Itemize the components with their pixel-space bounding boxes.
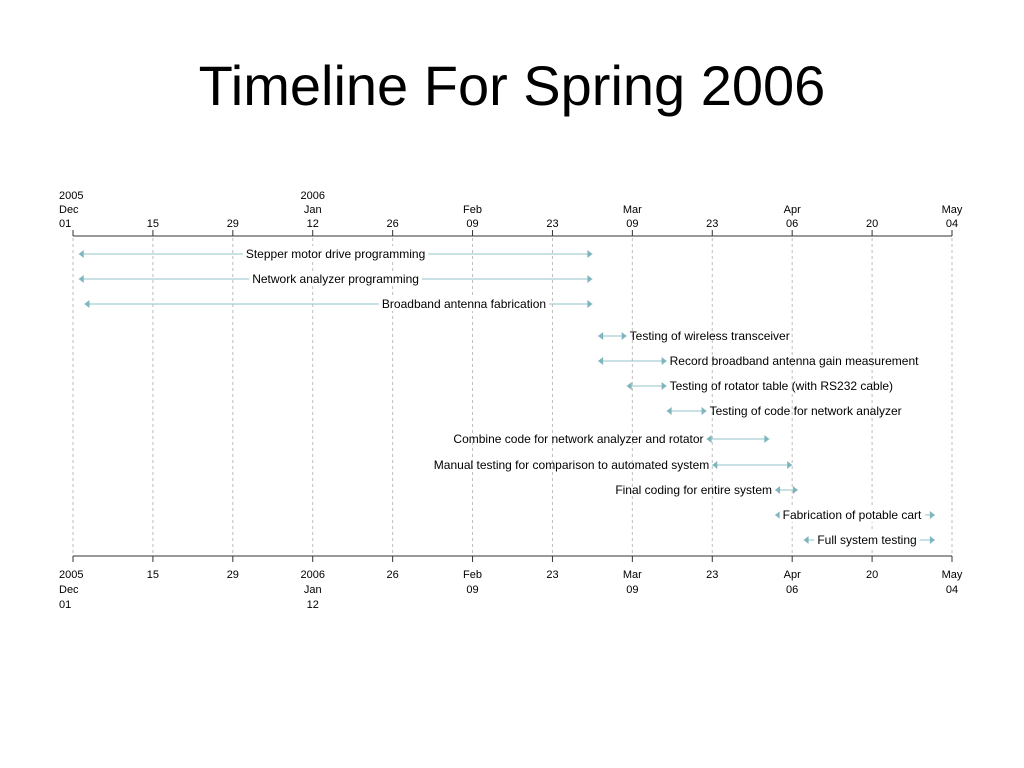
task-end-marker: [702, 407, 707, 415]
bottom-tick-label: 01: [59, 599, 72, 611]
top-tick-label: 09: [466, 218, 479, 230]
top-tick-label: 26: [386, 218, 399, 230]
task-label: Full system testing: [817, 533, 917, 547]
bottom-tick-label: Feb: [463, 569, 483, 581]
bottom-tick-label: Dec: [59, 584, 79, 596]
top-tick-label: 01: [59, 218, 72, 230]
task-label: Testing of code for network analyzer: [709, 404, 902, 418]
slide-title: Timeline For Spring 2006: [198, 54, 826, 117]
top-tick-label: 12: [306, 218, 319, 230]
bottom-tick-label: Jan: [303, 584, 322, 596]
task-end-marker: [764, 435, 769, 443]
task-label: Testing of wireless transceiver: [629, 329, 790, 343]
task-end-marker: [622, 332, 627, 340]
top-tick-label: 15: [146, 218, 160, 230]
top-tick-label: 06: [786, 218, 799, 230]
top-tick-label: 23: [706, 218, 719, 230]
task-end-marker: [930, 511, 935, 519]
bottom-tick-label: 06: [786, 584, 799, 596]
task-label: Stepper motor drive programming: [245, 247, 426, 261]
bottom-tick-label: Mar: [622, 569, 642, 581]
task-end-marker: [662, 382, 667, 390]
task-label: Fabrication of potable cart: [782, 508, 922, 522]
task-label: Final coding for entire system: [615, 483, 773, 497]
task-start-marker: [712, 461, 717, 469]
task-start-marker: [598, 357, 603, 365]
bottom-tick-label: 04: [945, 584, 959, 596]
bottom-tick-label: 23: [706, 569, 719, 581]
top-tick-label: Dec: [59, 204, 79, 216]
task-label: Record broadband antenna gain measurement: [669, 354, 919, 368]
bottom-tick-label: Apr: [783, 569, 801, 581]
top-tick-label: 29: [226, 218, 239, 230]
task-start-marker: [804, 536, 809, 544]
top-tick-label: Feb: [463, 204, 483, 216]
top-tick-label: 2006: [300, 190, 325, 202]
top-tick-label: Jan: [303, 204, 322, 216]
task-start-marker: [707, 435, 712, 443]
bottom-tick-label: May: [941, 569, 963, 581]
task-label: Combine code for network analyzer and rotator: [453, 432, 704, 446]
task-end-marker: [793, 486, 798, 494]
bottom-tick-label: 2006: [300, 569, 325, 581]
bottom-tick-label: 29: [226, 569, 239, 581]
top-tick-label: May: [941, 204, 963, 216]
task-end-marker: [787, 461, 792, 469]
task-end-marker: [662, 357, 667, 365]
task-start-marker: [79, 275, 84, 283]
task-label: Broadband antenna fabrication: [381, 297, 547, 311]
task-start-marker: [775, 486, 780, 494]
task-end-marker: [587, 300, 592, 308]
task-start-marker: [84, 300, 89, 308]
task-label: Network analyzer programming: [252, 272, 419, 286]
bottom-tick-label: 26: [386, 569, 399, 581]
task-start-marker: [627, 382, 632, 390]
bottom-tick-label: 09: [626, 584, 639, 596]
task-start-marker: [667, 407, 672, 415]
task-end-marker: [930, 536, 935, 544]
bottom-tick-label: 23: [546, 569, 559, 581]
task-end-marker: [587, 250, 592, 258]
bottom-tick-label: 15: [146, 569, 160, 581]
task-end-marker: [587, 275, 592, 283]
top-tick-label: 04: [945, 218, 959, 230]
task-start-marker: [79, 250, 84, 258]
task-start-marker: [598, 332, 603, 340]
bottom-tick-label: 12: [306, 599, 319, 611]
bottom-tick-label: 20: [865, 569, 879, 581]
top-tick-label: Apr: [783, 204, 801, 216]
top-tick-label: 2005: [59, 190, 84, 202]
bottom-tick-label: 2005: [59, 569, 84, 581]
task-label: Manual testing for comparison to automated system: [433, 458, 710, 472]
top-tick-label: 09: [626, 218, 639, 230]
top-tick-label: 20: [865, 218, 879, 230]
bottom-tick-label: 09: [466, 584, 479, 596]
task-start-marker: [775, 511, 780, 519]
task-label: Testing of rotator table (with RS232 cable): [669, 379, 894, 393]
top-tick-label: Mar: [622, 204, 642, 216]
top-tick-label: 23: [546, 218, 559, 230]
